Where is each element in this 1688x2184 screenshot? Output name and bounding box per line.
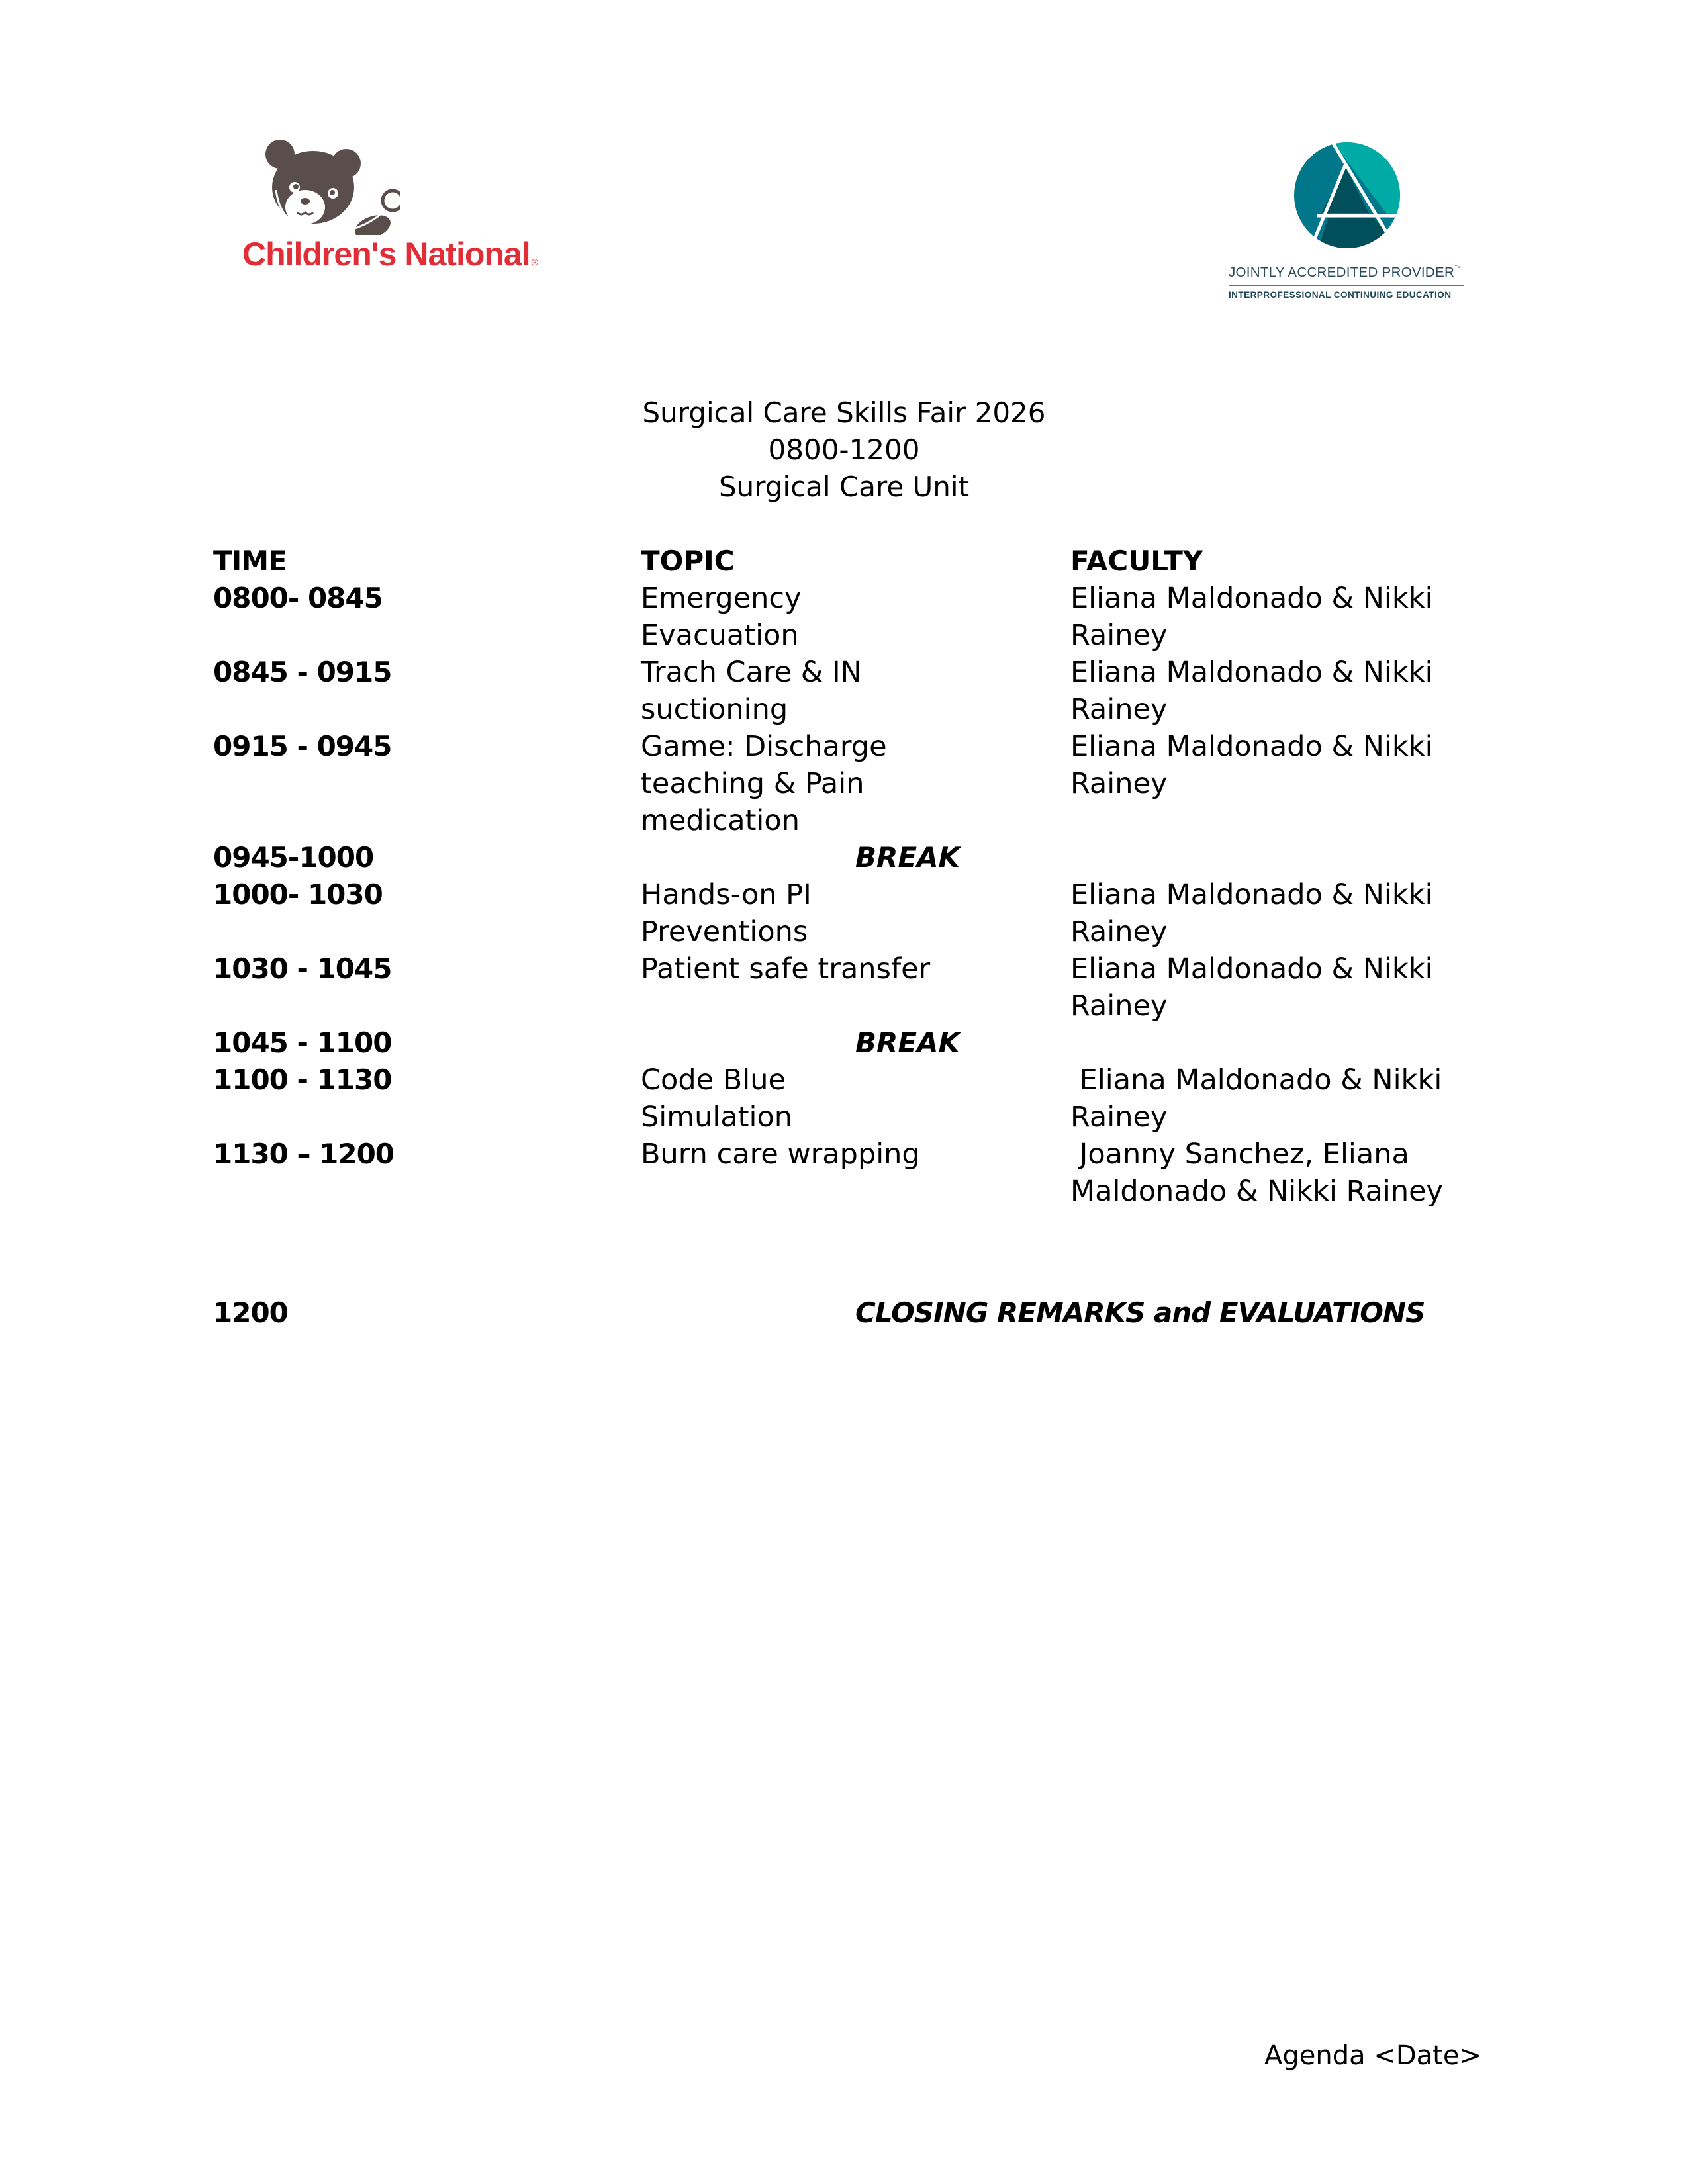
jointly-accredited-provider-logo (1225, 139, 1476, 311)
break-label: BREAK (855, 841, 961, 874)
row-time: 0800- 0845 (213, 582, 383, 614)
row-topic: Simulation (641, 1101, 793, 1134)
logo-line-primary (1229, 265, 1461, 281)
row-faculty: Rainey (1070, 989, 1168, 1023)
row-topic: suctioning (641, 693, 788, 726)
childrens-national-wordmark (242, 235, 538, 273)
row-topic: Emergency (641, 582, 802, 615)
break-label: BREAK (855, 1026, 961, 1059)
row-topic: Burn care wrapping (641, 1138, 920, 1171)
row-time: 1000- 1030 (213, 878, 383, 911)
row-time: 0845 - 0915 (213, 656, 392, 688)
event-title: Surgical Care Skills Fair 2026 (642, 396, 1046, 429)
row-topic: Game: Discharge (641, 730, 887, 763)
row-time: 1100 - 1130 (213, 1064, 392, 1096)
row-faculty: Eliana Maldonado & Nikki (1070, 952, 1433, 985)
header-time: TIME (213, 545, 287, 577)
logo-line-secondary: INTERPROFESSIONAL CONTINUING EDUCATION (1229, 290, 1452, 300)
row-topic: Patient safe transfer (641, 952, 931, 985)
row-topic: Hands-on PI (641, 878, 812, 911)
logo-line1-text: JOINTLY ACCREDITED PROVIDER (1229, 265, 1455, 280)
bear-stethoscope-icon (255, 136, 400, 235)
page-footer: Agenda <Date> (1264, 2040, 1481, 2071)
row-topic: Code Blue (641, 1064, 786, 1097)
closing-time: 1200 (213, 1297, 288, 1329)
row-faculty: Rainey (1070, 693, 1168, 726)
row-faculty: Rainey (1070, 767, 1168, 800)
row-topic: teaching & Pain (641, 767, 865, 800)
logo-text: Children's National (242, 236, 530, 273)
logo-divider (1229, 285, 1464, 286)
registered-mark: ® (531, 257, 538, 267)
row-time: 1045 - 1100 (213, 1026, 392, 1059)
closing-label: CLOSING REMARKS and EVALUATIONS (855, 1297, 1425, 1329)
row-faculty: Maldonado & Nikki Rainey (1070, 1175, 1443, 1208)
row-faculty: Rainey (1070, 619, 1168, 652)
row-faculty: Eliana Maldonado & Nikki (1070, 656, 1433, 689)
row-faculty: Eliana Maldonado & Nikki (1070, 878, 1433, 911)
row-time: 0915 - 0945 (213, 730, 392, 762)
header-faculty: FACULTY (1070, 545, 1203, 577)
row-faculty: Joanny Sanchez, Eliana (1070, 1138, 1409, 1171)
row-faculty: Rainey (1070, 915, 1168, 948)
accreditation-emblem-icon (1291, 139, 1403, 251)
event-location: Surgical Care Unit (718, 471, 970, 503)
row-faculty: Rainey (1070, 1101, 1168, 1134)
row-topic: medication (641, 804, 800, 837)
row-faculty: Eliana Maldonado & Nikki (1070, 1064, 1442, 1097)
event-hours: 0800-1200 (768, 433, 920, 466)
row-topic: Trach Care & IN (641, 656, 862, 689)
row-topic: Evacuation (641, 619, 799, 652)
row-time: 0945-1000 (213, 841, 374, 874)
childrens-national-logo (238, 136, 583, 281)
row-faculty: Eliana Maldonado & Nikki (1070, 582, 1433, 615)
row-topic: Preventions (641, 915, 808, 948)
header-topic: TOPIC (641, 545, 735, 577)
row-time: 1130 – 1200 (213, 1138, 395, 1170)
trademark-mark: ™ (1454, 265, 1462, 272)
row-time: 1030 - 1045 (213, 952, 392, 985)
row-faculty: Eliana Maldonado & Nikki (1070, 730, 1433, 763)
